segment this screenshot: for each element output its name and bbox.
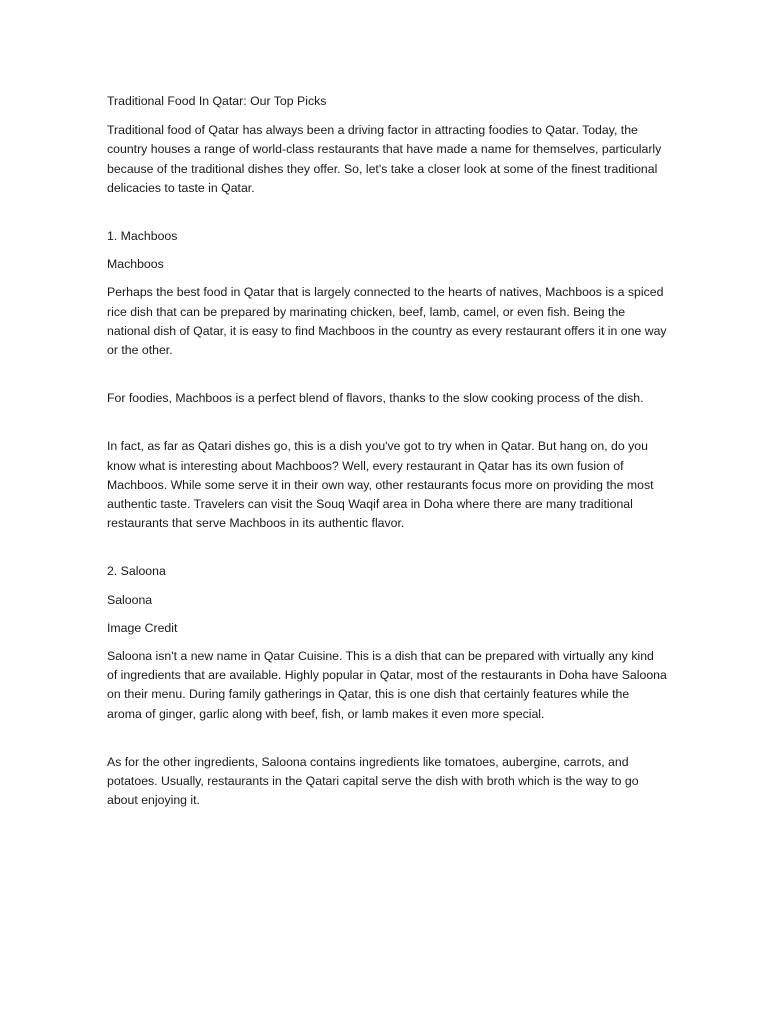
document-page: [107, 92, 667, 810]
document-title: Traditional Food In Qatar: Our Top Picks: [107, 94, 327, 108]
saloona-paragraph-1: Saloona isn't a new name in Qatar Cuisine. This is a dish that can be prepared with virtually any kind of ingredients that are available. Highly popular in Qatar, most of the restaurants in Doha have Saloona on their menu. During family gatherings in Qatar, this is one dish that certainly features while the aroma of ginger, garlic along with beef, fish, or lamb makes it even more special.: [107, 649, 667, 721]
image-credit-link[interactable]: Image Credit: [107, 620, 178, 635]
machboos-paragraph-1: Perhaps the best food in Qatar that is largely connected to the hearts of natives, Machboos is a spiced rice dish that can be prepared by marinating chicken, beef, lamb, camel, or even fish. Being the national dish of Qatar, it is easy to find Machboos in the country as every restaurant offers it in one way or the other.: [107, 285, 667, 358]
section-heading-machboos: 1. Machboos: [107, 229, 178, 244]
image-caption-machboos: Machboos: [107, 257, 164, 272]
intro-paragraph: Traditional food of Qatar has always been a driving factor in attracting foodies to Qatar. Today, the country houses a range of world-class restaurants that have made a name for themselves, particularly because of the traditional dishes they offer. So, let's take a closer look at some of the finest traditional delicacies to taste in Qatar.: [107, 123, 662, 195]
machboos-paragraph-3: In fact, as far as Qatari dishes go, this is a dish you've got to try when in Qatar. But hang on, do you know what is interesting about Machboos? Well, every restaurant in Qatar has its own fusion of Machboos. While some serve it in their own way, other restaurants focus more on providing the most authentic taste. Travelers can visit the Souq Waqif area in Doha where there are many traditional restaurants that serve Machboos in its authentic flavor.: [107, 439, 654, 531]
saloona-paragraph-2: As for the other ingredients, Saloona contains ingredients like tomatoes, aubergine, carrots, and potatoes. Usually, restaurants in the Qatari capital serve the dish with broth which is the way to go about enjoying it.: [107, 754, 639, 808]
image-caption-saloona: Saloona: [107, 592, 153, 607]
section-heading-saloona: 2. Saloona: [107, 564, 166, 579]
machboos-paragraph-2: For foodies, Machboos is a perfect blend of flavors, thanks to the slow cooking process of the dish.: [107, 391, 644, 406]
